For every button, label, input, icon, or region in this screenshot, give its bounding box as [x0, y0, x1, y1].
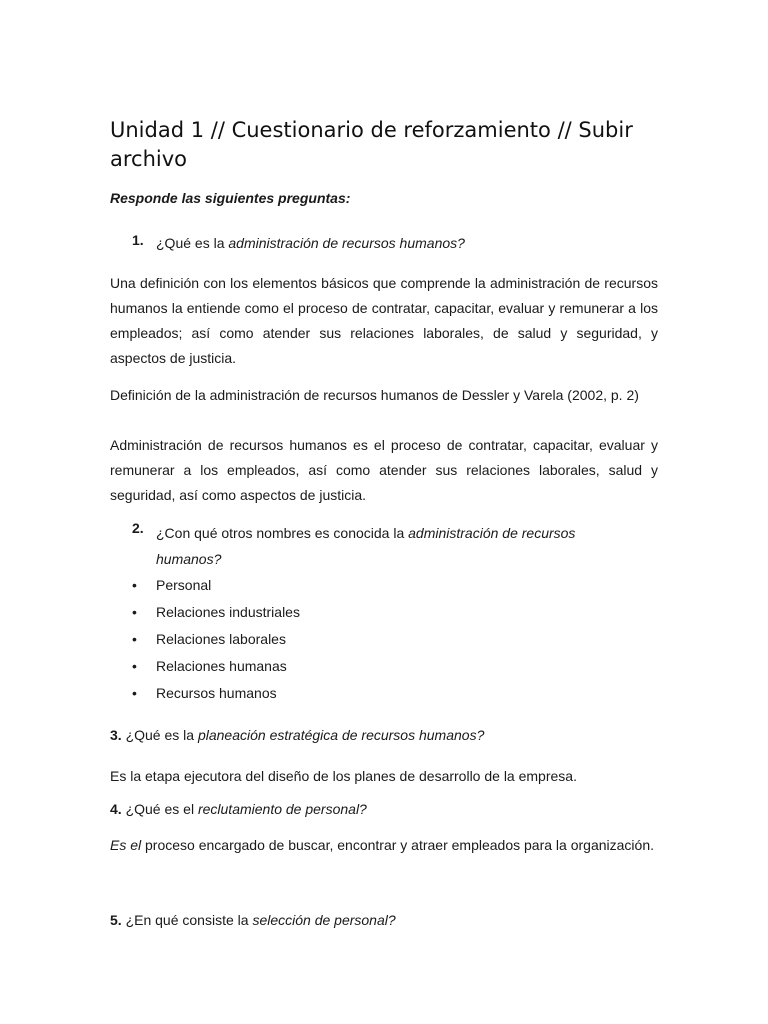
question-1-text [156, 232, 636, 254]
question-2-number: 2. [132, 520, 144, 536]
instructions-heading: Responde las siguientes preguntas: [110, 190, 351, 206]
question-3 [110, 724, 484, 746]
list-item-label: Relaciones industriales [156, 604, 300, 620]
question-4-answer [110, 837, 658, 854]
list-item-label: Relaciones laborales [156, 631, 286, 647]
question-2-emphasis: administración de recursos humanos? [156, 525, 576, 567]
question-5-number: 5. [110, 912, 122, 928]
list-item [110, 628, 300, 655]
list-item [110, 574, 300, 601]
document-title: Unidad 1 // Cuestionario de reforzamiento // Subir archivo [110, 118, 633, 171]
question-4-answer-text: proceso encargado de buscar, encontrar y atraer empleados para la organización. [141, 837, 654, 853]
question-3-emphasis: planeación estratégica de recursos humanos? [197, 727, 485, 743]
question-1-number: 1. [132, 232, 144, 248]
question-4-answer-emphasis: Es el [110, 837, 142, 853]
question-1-emphasis: administración de recursos humanos? [228, 235, 465, 251]
bullet-icon: • [132, 685, 137, 701]
list-item [110, 682, 300, 709]
question-3-prefix: ¿Qué es la [121, 727, 198, 743]
list-item [110, 601, 300, 628]
question-4-emphasis: reclutamiento de personal? [197, 801, 367, 817]
list-item-label: Relaciones humanas [156, 658, 287, 674]
question-5 [110, 909, 396, 931]
question-2-prefix: ¿Con qué otros nombres es conocida la [156, 525, 409, 541]
question-2-answer-list [110, 574, 300, 709]
question-5-prefix: ¿En qué consiste la [121, 912, 253, 928]
list-item-label: Recursos humanos [156, 685, 277, 701]
question-1-quote: Administración de recursos humanos es el proceso de contratar, capacitar, evaluar y remunerar a los empleados, así como atender sus relaciones laborales, salud y seguridad, así como aspectos de justicia. [110, 437, 658, 503]
question-1-answer: Una definición con los elementos básicos que comprende la administración de recursos humanos la entiende como el proceso de contratar, capacitar, evaluar y remunerar a los empleados; así como atender sus relaciones laborales, de salud y seguridad, y aspectos de justicia. [110, 275, 658, 366]
question-3-number: 3. [110, 727, 122, 743]
bullet-icon: • [132, 604, 137, 620]
question-1-prefix: ¿Qué es la [156, 235, 229, 251]
bullet-icon: • [132, 577, 137, 593]
list-item-label: Personal [156, 577, 212, 593]
question-4 [110, 798, 367, 820]
list-item [110, 655, 300, 682]
bullet-icon: • [132, 658, 137, 674]
question-5-emphasis: selección de personal? [252, 912, 396, 928]
bullet-icon: • [132, 631, 137, 647]
question-3-answer: Es la etapa ejecutora del diseño de los planes de desarrollo de la empresa. [110, 768, 577, 784]
question-4-prefix: ¿Qué es el [121, 801, 198, 817]
question-2-text [156, 520, 636, 572]
question-4-number: 4. [110, 801, 122, 817]
question-1-source: Definición de la administración de recursos humanos de Dessler y Varela (2002, p. 2) [110, 387, 639, 403]
